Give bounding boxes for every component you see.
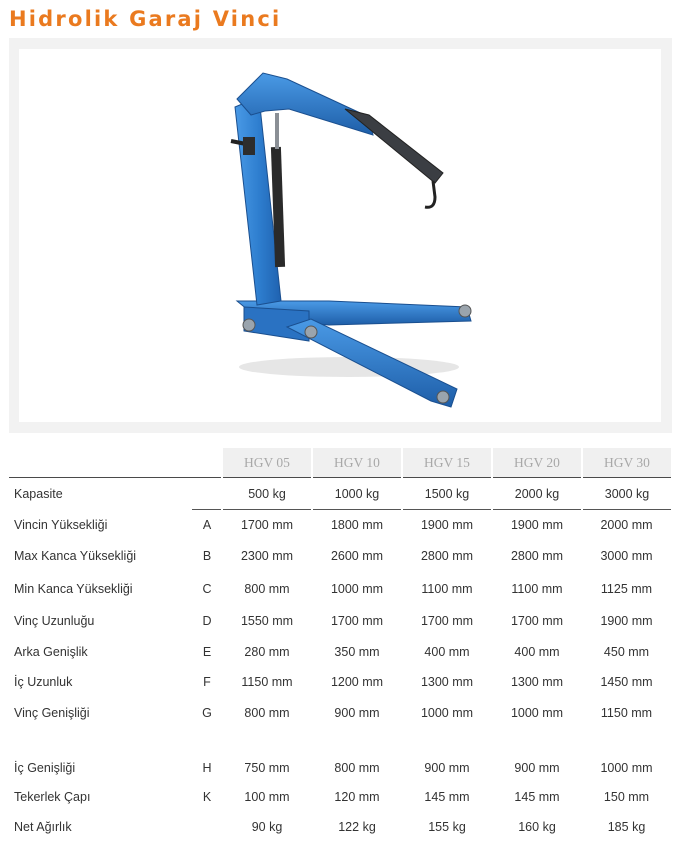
cell-value: 350 mm [334, 644, 380, 659]
model-header-2: HGV 15 [402, 448, 492, 478]
cell-value: 90 kg [251, 819, 283, 834]
cell-value: 2000 kg [492, 478, 582, 510]
row-code: D [202, 614, 212, 628]
row-code: E [202, 644, 212, 659]
crane-illustration [19, 49, 661, 422]
cell-value: 1000 mm [510, 705, 564, 720]
model-header-4: HGV 30 [582, 448, 671, 478]
table-row [9, 606, 671, 637]
cell-value: 1200 mm [330, 675, 384, 689]
cell-value: 800 mm [334, 760, 380, 775]
cell-value: 2000 mm [600, 518, 653, 533]
cell-value: 900 mm [514, 760, 560, 775]
cell-value: 3000 mm [600, 549, 653, 563]
row-label: Min Kanca Yüksekliği [14, 581, 133, 596]
cell-value: 1300 mm [510, 675, 564, 689]
row-label: Max Kanca Yüksekliği [14, 549, 137, 563]
cell-value: 800 mm [244, 705, 290, 720]
cell-value: 100 mm [244, 789, 290, 804]
cell-value: 1100 mm [511, 581, 563, 596]
cell-value: 1000 kg [312, 478, 402, 510]
cell-value: 1800 mm [330, 518, 384, 533]
cell-value: 1500 kg [402, 478, 492, 510]
cell-value: 160 kg [518, 819, 556, 834]
cell-value: 145 mm [514, 789, 560, 804]
cell-value: 1000 mm [420, 705, 474, 720]
cell-value: 150 mm [603, 789, 650, 804]
cell-value: 2600 mm [330, 549, 384, 563]
cell-value: 1150 mm [241, 675, 293, 689]
cell-value: 122 kg [338, 819, 376, 834]
table-row [9, 478, 671, 510]
cell-value: 2800 mm [420, 549, 474, 563]
table-row [9, 510, 671, 541]
cell-value: 1700 mm [240, 518, 294, 533]
cell-value: 400 mm [514, 644, 560, 659]
cell-value: 900 mm [424, 760, 470, 775]
cell-value: 1700 mm [420, 614, 474, 628]
table-row [9, 728, 671, 782]
row-code [192, 478, 222, 510]
row-label: İç Genişliği [14, 760, 76, 775]
table-row [9, 782, 671, 812]
cell-value: 1125 mm [600, 581, 653, 596]
cell-value: 1550 mm [240, 614, 294, 628]
cell-value: 2300 mm [240, 549, 294, 563]
row-label: Vinç Genişliği [14, 705, 90, 720]
row-code: K [202, 789, 212, 804]
product-photo [19, 49, 661, 422]
table-header-row [9, 448, 671, 478]
cell-value: 1150 mm [600, 705, 653, 720]
cell-value: 3000 kg [582, 478, 671, 510]
product-photo-frame [9, 38, 672, 433]
cell-value: 1000 mm [600, 760, 653, 775]
specification-table [9, 448, 671, 842]
table-row [9, 698, 671, 728]
row-label: İç Uzunluk [14, 675, 73, 689]
row-label: Kapasite [14, 486, 63, 501]
cell-value: 2800 mm [510, 549, 564, 563]
cell-value: 1100 mm [421, 581, 473, 596]
row-code: F [203, 675, 211, 689]
row-label: Vinç Uzunluğu [14, 614, 95, 628]
row-code: G [202, 705, 212, 720]
page-title: Hidrolik Garaj Vinci [9, 7, 282, 31]
table-row [9, 812, 671, 842]
cell-value: 1900 mm [600, 614, 653, 628]
cell-value: 1700 mm [330, 614, 384, 628]
cell-value: 1700 mm [510, 614, 564, 628]
cell-value: 800 mm [244, 581, 290, 596]
cell-value: 145 mm [424, 789, 470, 804]
header-blank-cell [9, 448, 192, 478]
cell-value: 185 kg [607, 819, 646, 834]
cell-value: 280 mm [244, 644, 290, 659]
table-row [9, 541, 671, 572]
row-label: Tekerlek Çapı [14, 789, 91, 804]
cell-value: 500 kg [222, 478, 312, 510]
row-code [192, 812, 222, 842]
table-row [9, 667, 671, 698]
cell-value: 1900 mm [510, 518, 564, 533]
table-row [9, 637, 671, 667]
model-header-1: HGV 10 [312, 448, 402, 478]
row-code: B [202, 549, 212, 563]
spec-table-body [9, 448, 671, 842]
model-header-0: HGV 05 [222, 448, 312, 478]
table-row [9, 572, 671, 606]
row-code: A [202, 518, 212, 533]
row-code: H [202, 760, 212, 775]
cell-value: 750 mm [244, 760, 290, 775]
row-label: Net Ağırlık [14, 819, 72, 834]
row-label: Vincin Yüksekliği [14, 518, 108, 532]
cell-value: 155 kg [428, 819, 466, 834]
row-label: Arka Genişlik [14, 644, 88, 659]
cell-value: 120 mm [334, 789, 380, 804]
cell-value: 450 mm [603, 644, 650, 659]
model-header-3: HGV 20 [492, 448, 582, 478]
cell-value: 1000 mm [330, 581, 384, 596]
cell-value: 900 mm [334, 705, 380, 720]
header-blank-cell [192, 448, 222, 478]
cell-value: 1300 mm [420, 675, 474, 689]
cell-value: 400 mm [424, 644, 470, 659]
cell-value: 1450 mm [600, 675, 653, 689]
cell-value: 1900 mm [420, 518, 474, 533]
row-code: C [202, 581, 212, 596]
